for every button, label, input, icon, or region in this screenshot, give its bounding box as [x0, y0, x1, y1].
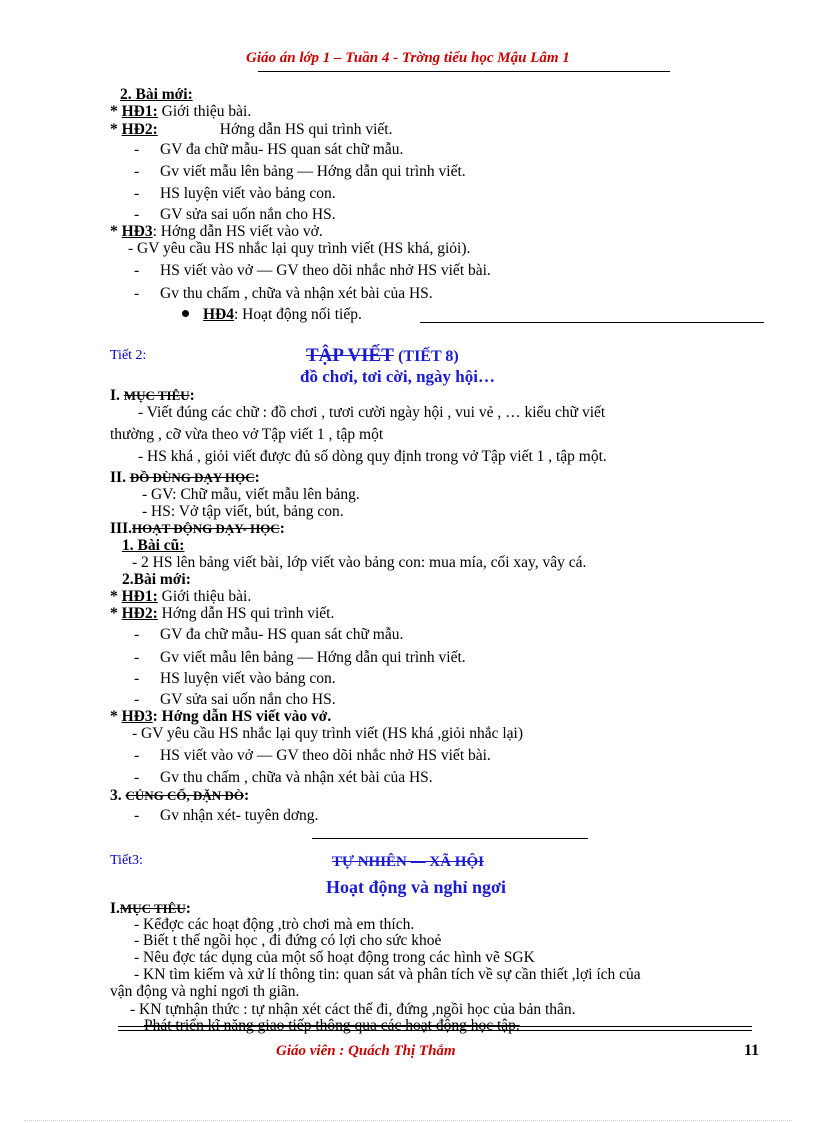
list-item: - GV sửa sai uốn nắn cho HS.	[134, 206, 336, 223]
list-item: - Gv thu chấm , chữa và nhận xét bài của HS.	[134, 769, 433, 786]
objective-line: Phát triển kĩ năng giao tiếp thông qua các hoạt động học tập.	[144, 1017, 520, 1034]
muc-tieu-heading: I. MỤC TIÊU:	[110, 387, 195, 404]
tiet3-label: Tiết3:	[110, 853, 143, 868]
hd1-line: * HĐ1: Giới thiệu bài.	[110, 588, 252, 605]
do-dung-heading: II. ĐỒ DÙNG DẠY HỌC:	[110, 469, 260, 486]
hd2-line: * HĐ2: Hớng dẫn HS qui trình viết.	[110, 121, 393, 138]
tiet2-subtitle: đồ chơi, tơi cời, ngày hội…	[300, 367, 495, 386]
list-item: - Gv viết mẫu lên bảng — Hớng dẫn qui trình viết.	[134, 163, 466, 180]
do-dung-2: - HS: Vở tập viết, bút, bảng con.	[142, 503, 344, 520]
hd3-line: * HĐ3: Hớng dẫn HS viết vào vở.	[110, 708, 332, 725]
hd2-line: * HĐ2: Hớng dẫn HS qui trình viết.	[110, 605, 335, 622]
objective-line: - Nêu đợc tác dụng của một số hoạt động trong các hình vẽ SGK	[134, 949, 535, 966]
hd3-sub: - GV yêu cầu HS nhắc lại quy trình viết (HS khá ,giỏi nhắc lại)	[132, 725, 523, 742]
hd3-sub: - GV yêu cầu HS nhắc lại quy trình viết (HS khá, giỏi).	[128, 240, 471, 257]
list-item: - Gv thu chấm , chữa và nhận xét bài của HS.	[134, 285, 433, 302]
list-item: - Gv viết mẫu lên bảng — Hớng dẫn qui trình viết.	[134, 649, 466, 666]
list-item: - HS luyện viết vào bảng con.	[134, 670, 336, 687]
muc-tieu-2: - HS khá , giỏi viết được đủ số dòng quy định trong vở Tập viết 1 , tập một.	[138, 448, 607, 465]
header-rule	[258, 71, 670, 72]
page-number: 11	[744, 1042, 760, 1059]
list-item: - HS luyện viết vào bảng con.	[134, 185, 336, 202]
page-header: Giáo án lớp 1 – Tuần 4 - Trờng tiểu học Mậu Lâm 1	[246, 50, 570, 66]
list-item: - HS viết vào vở — GV theo dõi nhắc nhở HS viết bài.	[134, 747, 491, 764]
tiet3-subtitle: Hoạt động và nghỉ ngơi	[326, 877, 507, 897]
objective-line: - KN tựnhận thức : tự nhận xét cáct thế đi, đứng ,ngồi học của bản thân.	[130, 1001, 576, 1018]
bai-cu-text: - 2 HS lên bảng viết bài, lớp viết vào bảng con: mua mía, cối xay, vây cá.	[132, 554, 587, 571]
list-item: - Gv nhận xét- tuyên dơng.	[134, 807, 319, 824]
bai-moi-heading: 2.Bài mới:	[122, 571, 191, 588]
hd3-line: * HĐ3: Hớng dẫn HS viết vào vở.	[110, 223, 323, 240]
hd4-line: HĐ4: Hoạt động nối tiếp.	[182, 306, 362, 324]
section-rule	[420, 322, 764, 323]
objective-line: - Biết t thế ngồi học , đi đứng có lợi cho sức khoẻ	[134, 932, 442, 949]
objective-line: - Kểđợc các hoạt động ,trò chơi mà em thích.	[134, 916, 415, 933]
objective-line: vận động và nghỉ ngơi th giãn.	[110, 983, 300, 1000]
bai-cu-heading: 1. Bài cũ:	[122, 537, 185, 554]
hoat-dong-heading: III.HOẠT ĐỘNG DẠY- HỌC:	[110, 520, 285, 537]
cung-co-heading: 3. CỦNG CỐ, DẶN DÒ:	[110, 787, 250, 804]
do-dung-1: - GV: Chữ mẫu, viết mẫu lên bảng.	[142, 486, 360, 503]
tiet2-label: Tiết 2:	[110, 348, 147, 363]
list-item: - HS viết vào vở — GV theo dõi nhắc nhở HS viết bài.	[134, 262, 491, 279]
list-item: - GV đa chữ mẫu- HS quan sát chữ mẫu.	[134, 626, 404, 643]
muc-tieu-1a: - Viết đúng các chữ : đồ chơi , tươi cười ngày hội , vui vẻ , … kiểu chữ viết	[138, 404, 606, 421]
bullet-icon	[182, 310, 189, 317]
list-item: - GV đa chữ mẫu- HS quan sát chữ mẫu.	[134, 141, 404, 158]
teacher-name: Giáo viên : Quách Thị Thắm	[276, 1043, 456, 1059]
section-bai-moi: 2. Bài mới:	[120, 86, 193, 103]
hd1-line: * HĐ1: Giới thiệu bài.	[110, 103, 252, 120]
muc-tieu-1b: thường , cỡ vừa theo vở Tập viết 1 , tập một	[110, 426, 384, 443]
tiet2-title: TẬP VIẾT (TIẾT 8)	[306, 345, 459, 366]
footer-rule	[118, 1026, 752, 1027]
footer-rule	[118, 1030, 752, 1031]
page-bottom-border	[24, 1120, 792, 1121]
tiet3-title: TỰ NHIÊN — XÃ HỘI	[332, 854, 484, 870]
objective-line: - KN tìm kiếm và xử lí thông tin: quan sát và phân tích về sự cần thiết ,lợi ích của	[134, 966, 641, 983]
list-item: - GV sửa sai uốn nắn cho HS.	[134, 691, 336, 708]
section-rule	[312, 838, 588, 839]
muc-tieu-heading: I.MỤC TIÊU:	[110, 900, 191, 917]
